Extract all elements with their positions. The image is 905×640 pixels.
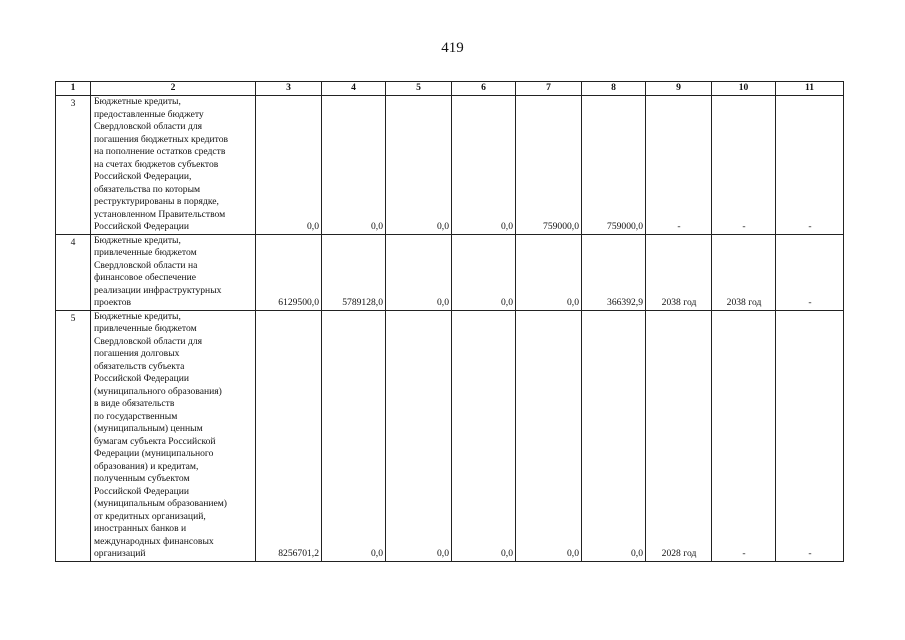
description-line: установленном Правительством <box>94 208 226 220</box>
description-line: на счетах бюджетов субъектов <box>94 158 219 170</box>
column-header: 3 <box>256 82 322 96</box>
value-cell: 366392,9 <box>582 234 646 310</box>
description-line: образования) и кредитам, <box>94 460 199 472</box>
row-number: 5 <box>56 310 91 561</box>
description-line: бумагам субъекта Российской <box>94 435 216 447</box>
description-line: погашения долговых <box>94 348 180 359</box>
budget-credits-table <box>55 81 844 562</box>
description-line: (муниципального образования) <box>94 385 222 397</box>
value-cell: 6129500,0 <box>256 234 322 310</box>
description-line: Бюджетные кредиты, <box>94 234 181 246</box>
value-cell: 0,0 <box>516 234 582 310</box>
value-cell: 0,0 <box>452 96 516 235</box>
description-line: международных финансовых <box>94 535 214 547</box>
description-line: реализации инфраструктурных <box>94 284 222 296</box>
value-cell: 8256701,2 <box>256 310 322 561</box>
table-row <box>56 310 844 561</box>
value-cell: - <box>776 310 844 561</box>
row-description <box>91 310 256 561</box>
description-line: Свердловской области для <box>94 121 203 132</box>
value-cell: 759000,0 <box>516 96 582 235</box>
value-cell: 2038 год <box>712 234 776 310</box>
description-line: финансовое обеспечение <box>94 272 197 283</box>
value-cell: 0,0 <box>386 96 452 235</box>
value-cell: - <box>712 96 776 235</box>
column-header: 11 <box>776 82 844 96</box>
value-cell: - <box>712 310 776 561</box>
description-line: привлеченные бюджетом <box>94 323 197 334</box>
description-line: организаций <box>94 548 146 559</box>
table-header-row <box>56 82 844 96</box>
value-cell: 759000,0 <box>582 96 646 235</box>
description-line: Российской Федерации, <box>94 171 192 182</box>
description-line: Бюджетные кредиты, <box>94 310 181 322</box>
value-cell: - <box>646 96 712 235</box>
description-line: полученным субъектом <box>94 473 190 484</box>
description-line: Свердловской области для <box>94 335 203 347</box>
column-header: 10 <box>712 82 776 96</box>
description-line: по государственным <box>94 410 178 422</box>
description-line: обязательств субъекта <box>94 360 185 372</box>
description-line: на пополнение остатков средств <box>94 146 226 157</box>
value-cell: 0,0 <box>256 96 322 235</box>
value-cell: - <box>776 96 844 235</box>
description-line: предоставленные бюджету <box>94 108 204 120</box>
description-line: (муниципальным) ценным <box>94 423 203 434</box>
description-line: от кредитных организаций, <box>94 510 206 522</box>
description-line: Свердловской области на <box>94 259 198 271</box>
description-line: (муниципальным образованием) <box>94 498 228 509</box>
column-header: 1 <box>56 82 91 96</box>
value-cell: 0,0 <box>452 234 516 310</box>
value-cell: 5789128,0 <box>322 234 386 310</box>
value-cell: 0,0 <box>322 310 386 561</box>
column-header: 8 <box>582 82 646 96</box>
description-line: Российской Федерации <box>94 373 189 384</box>
value-cell: 0,0 <box>516 310 582 561</box>
description-line: Российской Федерации <box>94 485 189 497</box>
column-header: 4 <box>322 82 386 96</box>
column-header: 7 <box>516 82 582 96</box>
value-cell: 0,0 <box>386 310 452 561</box>
row-description <box>91 234 256 310</box>
row-number: 3 <box>56 96 91 235</box>
value-cell: 2038 год <box>646 234 712 310</box>
description-line: Российской Федерации <box>94 221 189 232</box>
column-header: 2 <box>91 82 256 96</box>
description-line: Бюджетные кредиты, <box>94 96 181 107</box>
page-number: 419 <box>441 40 464 56</box>
description-line: в виде обязательств <box>94 398 175 409</box>
table-row <box>56 234 844 310</box>
description-line: обязательства по которым <box>94 183 201 195</box>
column-header: 5 <box>386 82 452 96</box>
value-cell: 2028 год <box>646 310 712 561</box>
description-line: Федерации (муниципального <box>94 448 214 459</box>
value-cell: 0,0 <box>582 310 646 561</box>
description-line: привлеченные бюджетом <box>94 247 197 258</box>
description-line: реструктурированы в порядке, <box>94 196 219 207</box>
row-description <box>91 96 256 235</box>
table-row <box>56 96 844 235</box>
value-cell: 0,0 <box>322 96 386 235</box>
value-cell: - <box>776 234 844 310</box>
value-cell: 0,0 <box>386 234 452 310</box>
value-cell: 0,0 <box>452 310 516 561</box>
column-header: 6 <box>452 82 516 96</box>
row-number: 4 <box>56 234 91 310</box>
description-line: погашения бюджетных кредитов <box>94 133 229 145</box>
description-line: проектов <box>94 297 132 308</box>
description-line: иностранных банков и <box>94 523 187 534</box>
column-header: 9 <box>646 82 712 96</box>
